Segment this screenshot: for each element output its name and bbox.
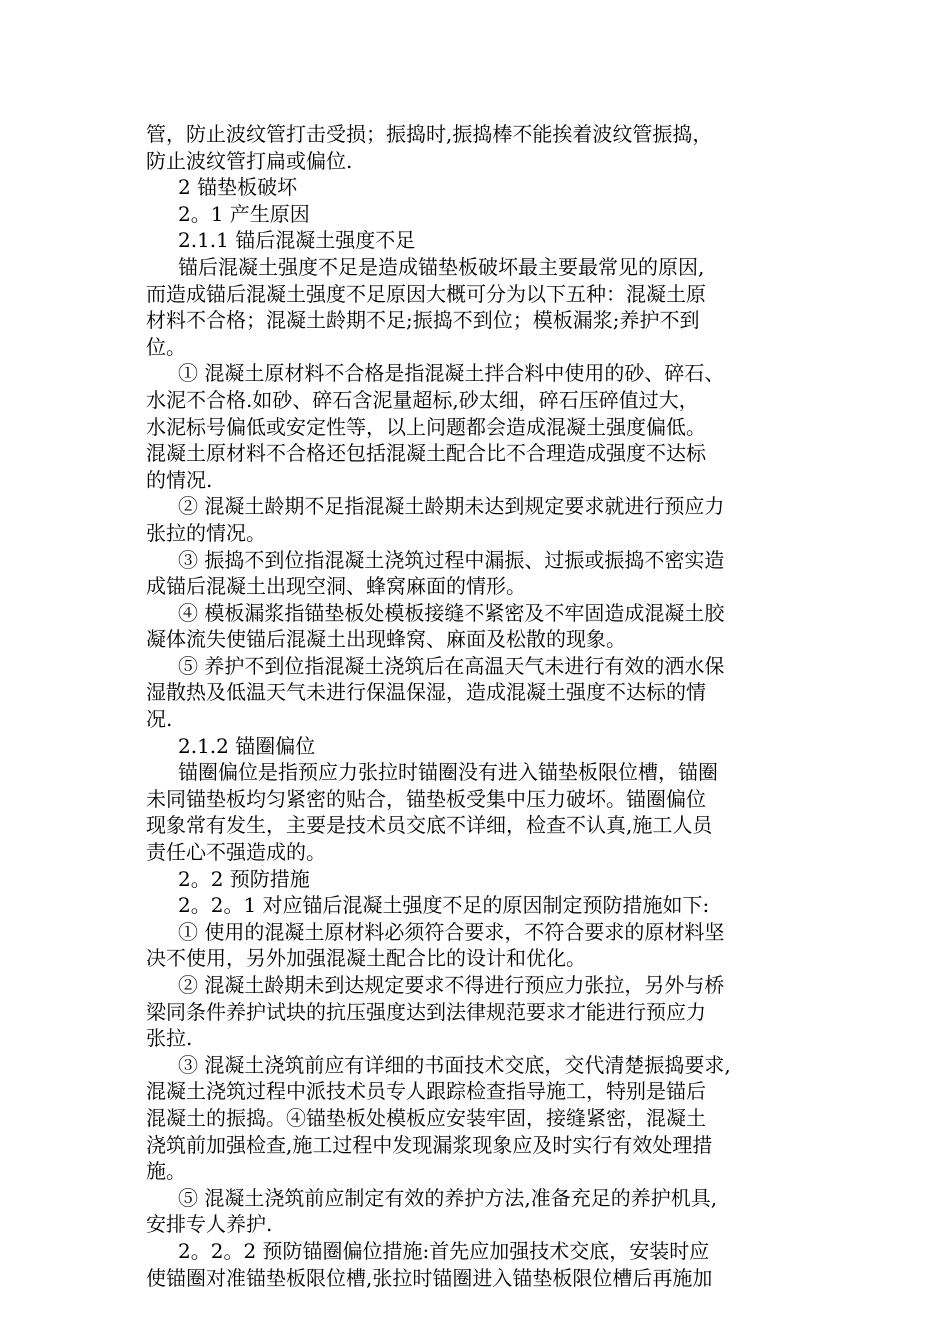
text-line: 而造成锚后混凝土强度不足原因大概可分为以下五种：混凝土原 bbox=[146, 281, 706, 306]
text-line: ③ 振捣不到位指混凝土浇筑过程中漏振、过振或振捣不密实造 bbox=[178, 547, 725, 572]
text-line: 锚圈偏位是指预应力张拉时锚圈没有进入锚垫板限位槽，锚圈 bbox=[178, 760, 718, 785]
text-line: 施。 bbox=[146, 1159, 186, 1184]
text-line: 张拉的情况。 bbox=[146, 520, 266, 545]
text-line: ② 混凝土龄期不足指混凝土龄期未达到规定要求就进行预应力 bbox=[178, 494, 725, 519]
document-body bbox=[146, 121, 786, 1291]
text-line: 2。1 产生原因 bbox=[178, 201, 310, 226]
text-line: 凝体流失使锚后混凝土出现蜂窝、麻面及松散的现象。 bbox=[146, 627, 626, 652]
text-line: ⑤ 混凝土浇筑前应制定有效的养护方法,准备充足的养护机具, bbox=[178, 1185, 718, 1210]
text-line: ⑤ 养护不到位指混凝土浇筑后在高温天气未进行有效的洒水保 bbox=[178, 653, 725, 678]
text-line: ② 混凝土龄期未到达规定要求不得进行预应力张拉，另外与桥 bbox=[178, 973, 725, 997]
text-line: 2.1.2 锚圈偏位 bbox=[178, 733, 316, 758]
text-line: ④ 模板漏浆指锚垫板处模板接缝不紧密及不牢固造成混凝土胶 bbox=[178, 600, 725, 625]
text-line: 防止波纹管打扁或偏位. bbox=[146, 148, 353, 173]
text-line: 张拉. bbox=[146, 1026, 193, 1051]
text-line: 浇筑前加强检查,施工过程中发现漏浆现象应及时实行有效处理措 bbox=[146, 1132, 713, 1157]
text-line: 2。2。1 对应锚后混凝土强度不足的原因制定预防措施如下: bbox=[178, 893, 710, 918]
text-line: 水泥不合格.如砂、碎石含泥量超标,砂太细，碎石压碎值过大， bbox=[146, 387, 699, 412]
text-line: ① 使用的混凝土原材料必须符合要求，不符合要求的原材料坚 bbox=[178, 919, 725, 944]
text-line: 混凝土的振捣。④锚垫板处模板应安装牢固，接缝紧密，混凝土 bbox=[146, 1105, 706, 1130]
text-line: 2。2。2 预防锚圈偏位措施:首先应加强技术交底，安装时应 bbox=[178, 1238, 710, 1263]
text-line: 的情况. bbox=[146, 467, 213, 492]
text-line: 安排专人养护. bbox=[146, 1212, 273, 1237]
text-line: 2。2 预防措施 bbox=[178, 866, 310, 891]
text-line: ③ 混凝土浇筑前应有详细的书面技术交底，交代清楚振捣要求, bbox=[178, 1052, 731, 1077]
text-line: 混凝土原材料不合格还包括混凝土配合比不合理造成强度不达标 bbox=[146, 441, 706, 466]
text-line: 决不使用，另外加强混凝土配合比的设计和优化。 bbox=[146, 946, 586, 971]
text-line: 混凝土浇筑过程中派技术员专人跟踪检查指导施工，特别是锚后 bbox=[146, 1079, 706, 1104]
text-line: 锚后混凝土强度不足是造成锚垫板破坏最主要最常见的原因, bbox=[178, 254, 705, 279]
text-line: 未同锚垫板均匀紧密的贴合，锚垫板受集中压力破坏。锚圈偏位 bbox=[146, 786, 706, 811]
text-line: 梁同条件养护试块的抗压强度达到法律规范要求才能进行预应力 bbox=[146, 999, 706, 1024]
text-line: 位。 bbox=[146, 334, 186, 359]
text-line: 使锚圈对准锚垫板限位槽,张拉时锚圈进入锚垫板限位槽后再施加 bbox=[146, 1265, 713, 1290]
text-line: 2 锚垫板破坏 bbox=[178, 175, 298, 200]
text-line: 成锚后混凝土出现空洞、蜂窝麻面的情形。 bbox=[146, 574, 526, 599]
text-line: 责任心不强造成的。 bbox=[146, 840, 326, 865]
text-line: 水泥标号偏低或安定性等，以上问题都会造成混凝土强度偏低。 bbox=[146, 414, 706, 439]
text-line: 现象常有发生，主要是技术员交底不详细，检查不认真,施工人员 bbox=[146, 813, 713, 838]
text-line: 况. bbox=[146, 707, 173, 732]
text-line: 管，防止波纹管打击受损；振捣时,振捣棒不能挨着波纹管振捣， bbox=[146, 122, 713, 146]
text-line: 材料不合格；混凝土龄期不足;振捣不到位；模板漏浆;养护不到 bbox=[146, 308, 700, 333]
text-line: 2.1.1 锚后混凝土强度不足 bbox=[178, 228, 416, 253]
text-line: 湿散热及低温天气未进行保温保湿，造成混凝土强度不达标的情 bbox=[146, 680, 706, 705]
text-line: ① 混凝土原材料不合格是指混凝土拌合料中使用的砂、碎石、 bbox=[178, 361, 725, 386]
